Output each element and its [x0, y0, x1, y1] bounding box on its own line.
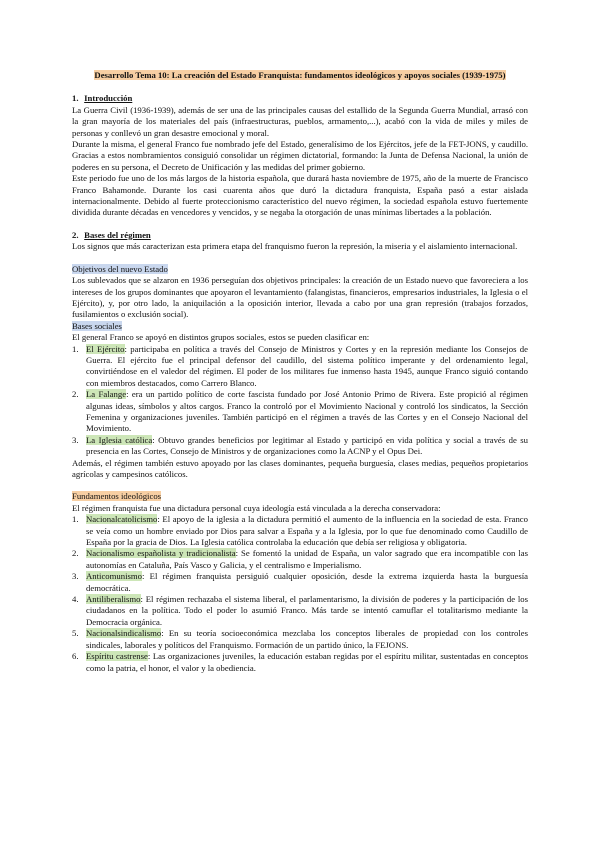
paragraph: Los sublevados que se alzaron en 1936 perseguían dos objetivos principales: la creación de un Estado nuevo que favoreciera a los intereses de los grupos dominantes que apoyaron el levantamiento (falangistas, financieros, empresarios industriales, la Iglesia o el Ejército), y, por otro lado, la aniquilación a la oposición interior, llevada a cabo por una gran represión (trabajos forzados, fusilamientos o exclusión social). [72, 275, 528, 320]
item-label: Anticomunismo [86, 571, 142, 582]
item-label: Nacionalismo españolista y tradicionalista [86, 548, 236, 559]
fundamentos-list [72, 514, 528, 674]
item-text: : era un partido político de corte fascista fundado por José Antonio Primo de Rivera. Este propició al régimen algunas ideas, símbolos y altos cargos. Franco la controló por el Movimiento Nacional y controló los sindicatos, la Sección Femenina y organizaciones juveniles. También participó en el régimen a través de las Cortes y en el Consejo Nacional del Movimiento. [86, 389, 528, 434]
list-number: 2. [72, 548, 79, 559]
list-number: 5. [72, 628, 79, 639]
item-label: Espíritu castrense [86, 651, 148, 662]
paragraph: Además, el régimen también estuvo apoyado por las clases dominantes, pequeña burguesía, clases medias, pequeños propietarios agrícolas y campesinos católicos. [72, 457, 528, 479]
list-item [72, 344, 528, 390]
document-title [72, 70, 528, 81]
list-item [72, 594, 528, 628]
list-number: 3. [72, 571, 79, 582]
list-item [72, 651, 528, 674]
item-label: Nacionalcatolicismo [86, 514, 158, 525]
list-item [72, 514, 528, 548]
subheading-text: Objetivos del nuevo Estado [72, 263, 168, 274]
list-number: 1. [72, 514, 79, 525]
item-label: Nacionalsindicalismo [86, 628, 162, 639]
list-item [72, 389, 528, 435]
paragraph: Este periodo fue uno de los más largos de la historia española, que durará hasta noviembre de 1975, año de la muerte de Francisco Franco Bahamonde. Durante los casi cuarenta años que duró la dictadura franquista, España pasó a estar aislada internacionalmente. Debido al fuerte proteccionismo característico del nuevo régimen, la sociedad española estuvo fuertemente dividida durante décadas en vencedores y vencidos, y se negaba la otorgación de unas mínimas libertades a la población. [72, 173, 528, 218]
item-text: : Obtuvo grandes beneficios por legitimar al Estado y participó en vida política y social a través de su presencia en las Cortes, Consejo de Ministros y de organizaciones como la ACNP y el Opus Dei. [86, 434, 528, 457]
subheading-fundamentos [72, 491, 528, 502]
paragraph: La Guerra Civil (1936-1939), además de ser una de las principales causas del estallido de la Segunda Guerra Mundial, arrasó con la gran mayoría de los materiales del país (infraestructuras, pueblos, armamento,...), acabó con la vida de miles y miles de personas y conllevó un gran desastre emocional y moral. [72, 104, 528, 138]
section-heading-introduccion [72, 93, 528, 104]
list-item [72, 628, 528, 651]
title-text: Desarrollo Tema 10: La creación del Estado Franquista: fundamentos ideológicos y apoyos sociales (1939-1975) [94, 70, 506, 80]
list-number: 4. [72, 594, 79, 605]
item-text: : Se fomentó la unidad de España, un valor sagrado que era incompatible con las autonomías en Cataluña, País Vasco y Galicia, y el centralismo e Imperialismo. [86, 548, 528, 570]
item-text: : En su teoría socioeconómica mezclaba los conceptos liberales de propiedad con los controles sindicales, laborales y políticos del Franquismo. Formación de un partido único, la FEJONS. [86, 628, 528, 650]
list-number: 3. [72, 434, 79, 445]
paragraph: Durante la misma, el general Franco fue nombrado jefe del Estado, generalísimo de los Ejércitos, jefe de la FET-JONS, y caudillo. Gracias a estos nombramientos consiguió consolidar un régimen dictatorial, formando: la Junta de Defensa Nacional, la unión de poderes en su persona, el Decreto de Unificación y las medidas del primer gobierno. [72, 139, 528, 172]
section-title: Introducción [84, 93, 133, 104]
subheading-text: Bases sociales [72, 320, 122, 331]
paragraph: El general Franco se apoyó en distintos grupos sociales, estos se pueden clasificar en: [72, 332, 370, 343]
section-number: 1. [72, 93, 79, 104]
list-item [72, 435, 528, 458]
paragraph: El régimen franquista fue una dictadura personal cuya ideología está vinculada a la derecha conservadora: [72, 502, 441, 513]
subheading-bases-sociales [72, 321, 528, 332]
section-number: 2. [72, 229, 79, 240]
list-item [72, 571, 528, 594]
item-text: : El apoyo de la iglesia a la dictadura permitió el aumento de la influencia en la sociedad de esta. Franco se veía como un hombre enviado por Dios para salvar a España y a la Iglesia, por lo que fue denominado como Caudillo de España por la gracia de Dios. La Iglesia católica controlaba la educación que debía ser religiosa y obligatoria. [86, 514, 528, 548]
document-page [72, 70, 528, 674]
paragraph: Los signos que más caracterizan esta primera etapa del franquismo fueron la represión, la miseria y el aislamiento internacional. [72, 241, 518, 252]
section-title: Bases del régimen [84, 229, 151, 240]
item-text: : El régimen rechazaba el sistema liberal, el parlamentarismo, la división de poderes y la participación de los ciudadanos en la política. Todo el poder lo asumió Franco. Más tarde se intentó camuflar el totalitarismo mediante la Democracia orgánica. [86, 594, 528, 627]
bases-sociales-list [72, 344, 528, 458]
list-number: 2. [72, 389, 79, 400]
list-item [72, 548, 528, 571]
item-label: Antiliberalismo [86, 594, 141, 605]
section-heading-bases [72, 230, 528, 241]
item-text: : Las organizaciones juveniles, la educación estaban regidas por el espíritu militar, sustentadas en conceptos como la patria, el honor, el valor y la obediencia. [86, 651, 528, 673]
item-label: La Falange [86, 389, 127, 400]
subheading-text: Fundamentos ideológicos [72, 491, 162, 502]
item-label: El Ejército [86, 343, 125, 354]
item-text: : participaba en política a través del Consejo de Ministros y Cortes y en la represión mediante los Consejos de Guerra. El ejército fue el principal defensor del caudillo, del sistema político imperante y del ordenamiento legal, convirtiéndose en el valedor del régimen. El poder de los militares fue inmenso hasta 1945, aunque Franco siguió contando con miembros destacados, como Carrero Blanco. [86, 343, 528, 388]
item-text: : El régimen franquista persiguió cualquier oposición, desde la extrema izquierda hasta la burguesía democrática. [86, 571, 528, 593]
list-number: 6. [72, 651, 79, 662]
item-label: La Iglesia católica [86, 434, 153, 445]
list-number: 1. [72, 343, 79, 354]
subheading-objetivos [72, 264, 528, 275]
